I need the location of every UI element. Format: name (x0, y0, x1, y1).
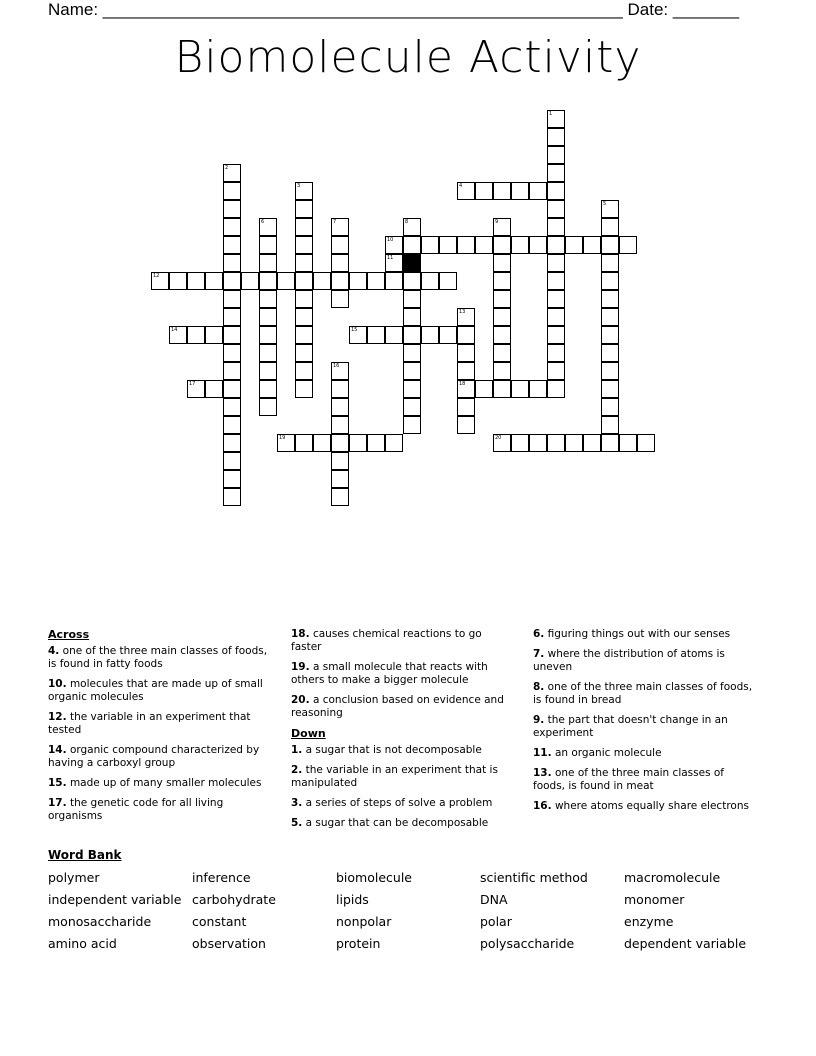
crossword-cell[interactable] (205, 326, 223, 344)
crossword-cell[interactable] (547, 200, 565, 218)
crossword-cell[interactable] (349, 272, 367, 290)
crossword-cell[interactable] (547, 182, 565, 200)
crossword-cell[interactable] (223, 254, 241, 272)
crossword-cell[interactable] (385, 272, 403, 290)
crossword-cell[interactable] (547, 290, 565, 308)
crossword-cell[interactable] (295, 200, 313, 218)
crossword-cell[interactable] (295, 344, 313, 362)
crossword-cell[interactable] (475, 380, 493, 398)
crossword-cell[interactable] (493, 290, 511, 308)
crossword-cell[interactable] (493, 344, 511, 362)
clue-across-4: 4. one of the three main classes of foods, is found in fatty foods (48, 645, 268, 670)
crossword-cell[interactable] (223, 308, 241, 326)
crossword-cell[interactable] (331, 434, 349, 452)
crossword-cell[interactable] (601, 236, 619, 254)
clue-number: 17 (189, 381, 196, 387)
clue-number: 10 (387, 237, 394, 243)
crossword-cell[interactable] (421, 236, 439, 254)
crossword-cell[interactable] (547, 326, 565, 344)
crossword-cell[interactable] (601, 416, 619, 434)
crossword-black-square (403, 254, 421, 272)
crossword-cell[interactable] (277, 272, 295, 290)
crossword-cell[interactable] (457, 236, 475, 254)
crossword-cell[interactable] (223, 326, 241, 344)
crossword-cell[interactable] (601, 326, 619, 344)
crossword-cell[interactable] (367, 272, 385, 290)
crossword-cell[interactable] (547, 344, 565, 362)
crossword-cell[interactable] (331, 272, 349, 290)
clue-number: 3 (297, 183, 301, 189)
word-bank-heading: Word Bank (48, 848, 122, 862)
crossword-cell[interactable] (511, 182, 529, 200)
crossword-cell[interactable] (385, 254, 403, 272)
crossword-cell[interactable] (403, 362, 421, 380)
crossword-cell[interactable] (493, 362, 511, 380)
crossword-cell[interactable] (223, 218, 241, 236)
crossword-cell[interactable] (187, 326, 205, 344)
clue-down-9: 9. the part that doesn't change in an experiment (533, 714, 728, 739)
crossword-cell[interactable] (331, 398, 349, 416)
crossword-cell[interactable] (547, 218, 565, 236)
word-bank-item: protein (336, 936, 381, 951)
crossword-cell[interactable] (493, 272, 511, 290)
word-bank-item: polar (480, 914, 512, 929)
name-date-line: Name: _______________________________________________________ Date: _______ (48, 0, 740, 19)
crossword-cell[interactable] (403, 398, 421, 416)
crossword-cell[interactable] (529, 434, 547, 452)
crossword-cell[interactable] (259, 344, 277, 362)
crossword-cell[interactable] (295, 182, 313, 200)
crossword-cell[interactable] (349, 326, 367, 344)
word-bank-item: biomolecule (336, 870, 413, 885)
clue-number: 8 (405, 219, 409, 225)
crossword-cell[interactable] (403, 326, 421, 344)
crossword-cell[interactable] (601, 344, 619, 362)
clue-column-2 (291, 628, 511, 837)
crossword-cell[interactable] (331, 218, 349, 236)
crossword-cell[interactable] (547, 272, 565, 290)
crossword-cell[interactable] (493, 218, 511, 236)
crossword-cell[interactable] (403, 272, 421, 290)
clue-column-1 (48, 628, 268, 830)
word-bank (48, 870, 768, 952)
crossword-cell[interactable] (529, 182, 547, 200)
crossword-cell[interactable] (187, 380, 205, 398)
clue-down-6: 6. figuring things out with our senses (533, 628, 731, 640)
crossword-cell[interactable] (601, 200, 619, 218)
crossword-cell[interactable] (547, 110, 565, 128)
word-bank-item: carbohydrate (192, 892, 276, 907)
crossword-cell[interactable] (349, 434, 367, 452)
word-bank-item: scientific method (480, 870, 588, 885)
crossword-cell[interactable] (295, 272, 313, 290)
crossword-cell[interactable] (601, 272, 619, 290)
crossword-cell[interactable] (475, 182, 493, 200)
crossword-cell[interactable] (277, 434, 295, 452)
crossword-cell[interactable] (475, 236, 493, 254)
crossword-cell[interactable] (259, 290, 277, 308)
crossword-cell[interactable] (169, 326, 187, 344)
word-bank-item: constant (192, 914, 247, 929)
clue-down-3: 3. a series of steps of solve a problem (291, 797, 493, 809)
crossword-cell[interactable] (493, 308, 511, 326)
crossword-cell[interactable] (583, 236, 601, 254)
clue-number: 1 (549, 111, 553, 117)
crossword-cell[interactable] (169, 272, 187, 290)
crossword-cell[interactable] (331, 488, 349, 506)
crossword-cell[interactable] (619, 236, 637, 254)
crossword-cell[interactable] (457, 380, 475, 398)
word-bank-item: nonpolar (336, 914, 392, 929)
crossword-cell[interactable] (385, 434, 403, 452)
crossword-cell[interactable] (223, 488, 241, 506)
crossword-cell[interactable] (493, 380, 511, 398)
crossword-cell[interactable] (223, 452, 241, 470)
crossword-cell[interactable] (223, 398, 241, 416)
word-bank-item: dependent variable (624, 936, 747, 951)
word-bank-item: polymer (48, 870, 100, 885)
clue-number: 20 (495, 435, 502, 441)
clue-across-19: 19. a small molecule that reacts with others to make a bigger molecule (291, 661, 488, 686)
crossword-cell[interactable] (547, 146, 565, 164)
clue-down-2: 2. the variable in an experiment that is manipulated (291, 764, 498, 789)
clue-across-14: 14. organic compound characterized by having a carboxyl group (48, 744, 260, 769)
crossword-cell[interactable] (601, 308, 619, 326)
crossword-cell[interactable] (259, 236, 277, 254)
crossword-cell[interactable] (205, 272, 223, 290)
clue-across-20: 20. a conclusion based on evidence and reasoning (291, 694, 504, 719)
crossword-cell[interactable] (331, 362, 349, 380)
crossword-cell[interactable] (259, 308, 277, 326)
crossword-cell[interactable] (547, 308, 565, 326)
crossword-cell[interactable] (403, 344, 421, 362)
clue-across-15: 15. made up of many smaller molecules (48, 777, 262, 789)
crossword-cell[interactable] (259, 362, 277, 380)
crossword-cell[interactable] (565, 434, 583, 452)
clue-down-5: 5. a sugar that can be decomposable (291, 817, 489, 829)
crossword-cell[interactable] (259, 380, 277, 398)
clue-number: 14 (171, 327, 178, 333)
crossword-cell[interactable] (403, 236, 421, 254)
crossword-cell[interactable] (547, 128, 565, 146)
crossword-cell[interactable] (493, 326, 511, 344)
crossword-cell[interactable] (223, 434, 241, 452)
clue-across-12: 12. the variable in an experiment that tested (48, 711, 251, 736)
crossword-cell[interactable] (331, 380, 349, 398)
crossword-cell[interactable] (403, 380, 421, 398)
word-bank-item: independent variable (48, 892, 182, 907)
word-bank-item: amino acid (48, 936, 117, 951)
crossword-cell[interactable] (529, 236, 547, 254)
crossword-cell[interactable] (601, 254, 619, 272)
crossword-cell[interactable] (547, 164, 565, 182)
crossword-cell[interactable] (439, 236, 457, 254)
clue-number: 5 (603, 201, 607, 207)
crossword-cell[interactable] (259, 254, 277, 272)
clue-down-13: 13. one of the three main classes of foods, is found in meat (533, 767, 724, 792)
crossword-cell[interactable] (493, 236, 511, 254)
crossword-cell[interactable] (439, 272, 457, 290)
crossword-cell[interactable] (295, 434, 313, 452)
crossword-cell[interactable] (313, 272, 331, 290)
crossword-cell[interactable] (223, 236, 241, 254)
clue-number: 4 (459, 183, 463, 189)
crossword-cell[interactable] (493, 434, 511, 452)
crossword-cell[interactable] (547, 434, 565, 452)
crossword-cell[interactable] (223, 344, 241, 362)
word-bank-item: macromolecule (624, 870, 721, 885)
crossword-cell[interactable] (331, 290, 349, 308)
crossword-cell[interactable] (331, 416, 349, 434)
crossword-cell[interactable] (295, 326, 313, 344)
clue-number: 19 (279, 435, 286, 441)
crossword-cell[interactable] (511, 236, 529, 254)
clue-number: 12 (153, 273, 160, 279)
clue-across-18: 18. causes chemical reactions to go faster (291, 628, 482, 653)
clue-number: 15 (351, 327, 358, 333)
crossword-cell[interactable] (601, 380, 619, 398)
crossword-cell[interactable] (295, 218, 313, 236)
crossword-cell[interactable] (223, 380, 241, 398)
crossword-cell[interactable] (295, 236, 313, 254)
crossword-cell[interactable] (331, 452, 349, 470)
crossword-cell[interactable] (511, 434, 529, 452)
crossword-cell[interactable] (241, 272, 259, 290)
word-bank-item: enzyme (624, 914, 674, 929)
crossword-cell[interactable] (403, 218, 421, 236)
clue-number: 11 (387, 255, 394, 261)
crossword-cell[interactable] (223, 272, 241, 290)
clue-number: 18 (459, 381, 466, 387)
crossword-cell[interactable] (223, 362, 241, 380)
clue-across-17: 17. the genetic code for all living organisms (48, 797, 224, 822)
crossword-cell[interactable] (403, 416, 421, 434)
crossword-cell[interactable] (565, 236, 583, 254)
clue-down-7: 7. where the distribution of atoms is uneven (533, 648, 725, 673)
crossword-cell[interactable] (619, 434, 637, 452)
crossword-cell[interactable] (259, 218, 277, 236)
crossword-cell[interactable] (601, 362, 619, 380)
clue-down-16: 16. where atoms equally share electrons (533, 800, 749, 812)
crossword-cell[interactable] (223, 470, 241, 488)
crossword-cell[interactable] (493, 182, 511, 200)
crossword-cell[interactable] (403, 308, 421, 326)
clue-column-3 (533, 628, 753, 820)
crossword-cell[interactable] (385, 236, 403, 254)
crossword-cell[interactable] (583, 434, 601, 452)
word-bank-item: monosaccharide (48, 914, 152, 929)
crossword-cell[interactable] (367, 326, 385, 344)
crossword-cell[interactable] (457, 416, 475, 434)
crossword-cell[interactable] (637, 434, 655, 452)
crossword-cell[interactable] (259, 326, 277, 344)
word-bank-item: observation (192, 936, 266, 951)
crossword-cell[interactable] (223, 182, 241, 200)
crossword-cell[interactable] (601, 218, 619, 236)
clue-number: 7 (333, 219, 337, 225)
crossword-cell[interactable] (313, 434, 331, 452)
clue-down-1: 1. a sugar that is not decomposable (291, 744, 482, 756)
crossword-cell[interactable] (601, 290, 619, 308)
crossword-cell[interactable] (259, 398, 277, 416)
crossword-cell[interactable] (547, 380, 565, 398)
crossword-cell[interactable] (223, 164, 241, 182)
crossword-cell[interactable] (403, 290, 421, 308)
crossword-cell[interactable] (295, 254, 313, 272)
crossword-cell[interactable] (223, 290, 241, 308)
page-title: Biomolecule Activity (174, 32, 642, 83)
crossword-cell[interactable] (547, 254, 565, 272)
crossword-cell[interactable] (457, 308, 475, 326)
crossword-cell[interactable] (385, 326, 403, 344)
crossword-cell[interactable] (457, 326, 475, 344)
crossword-cell[interactable] (367, 434, 385, 452)
clue-down-8: 8. one of the three main classes of foods, is found in bread (533, 681, 753, 706)
crossword-cell[interactable] (457, 398, 475, 416)
crossword-cell[interactable] (295, 362, 313, 380)
crossword-cell[interactable] (547, 362, 565, 380)
crossword-cell[interactable] (457, 182, 475, 200)
crossword-cell[interactable] (457, 362, 475, 380)
crossword-cell[interactable] (223, 416, 241, 434)
crossword-cell[interactable] (331, 236, 349, 254)
word-bank-item: inference (192, 870, 251, 885)
crossword-cell[interactable] (601, 434, 619, 452)
crossword-cell[interactable] (331, 254, 349, 272)
crossword-cell[interactable] (421, 272, 439, 290)
crossword-cell[interactable] (601, 398, 619, 416)
crossword-cell[interactable] (295, 290, 313, 308)
crossword-cell[interactable] (421, 326, 439, 344)
crossword-cell[interactable] (295, 380, 313, 398)
crossword-cell[interactable] (223, 200, 241, 218)
crossword-cell[interactable] (511, 380, 529, 398)
crossword-cell[interactable] (529, 380, 547, 398)
crossword-cell[interactable] (331, 470, 349, 488)
clue-across-10: 10. molecules that are made up of small organic molecules (48, 678, 263, 703)
clue-number: 6 (261, 219, 265, 225)
crossword-cell[interactable] (151, 272, 169, 290)
down-heading: Down (291, 727, 326, 740)
word-bank-item: DNA (480, 892, 508, 907)
clue-number: 16 (333, 363, 340, 369)
word-bank-item: monomer (624, 892, 685, 907)
crossword-cell[interactable] (295, 308, 313, 326)
word-bank-item: lipids (336, 892, 369, 907)
crossword-cell[interactable] (547, 236, 565, 254)
crossword-cell[interactable] (457, 344, 475, 362)
clue-down-11: 11. an organic molecule (533, 747, 662, 759)
clue-number: 13 (459, 309, 466, 315)
crossword-cell[interactable] (439, 326, 457, 344)
across-heading: Across (48, 628, 90, 641)
crossword-cell[interactable] (493, 254, 511, 272)
crossword-cell[interactable] (205, 380, 223, 398)
crossword-cell[interactable] (187, 272, 205, 290)
word-bank-item: polysaccharide (480, 936, 575, 951)
clue-number: 2 (225, 165, 229, 171)
clue-number: 9 (495, 219, 499, 225)
crossword-cell[interactable] (259, 272, 277, 290)
